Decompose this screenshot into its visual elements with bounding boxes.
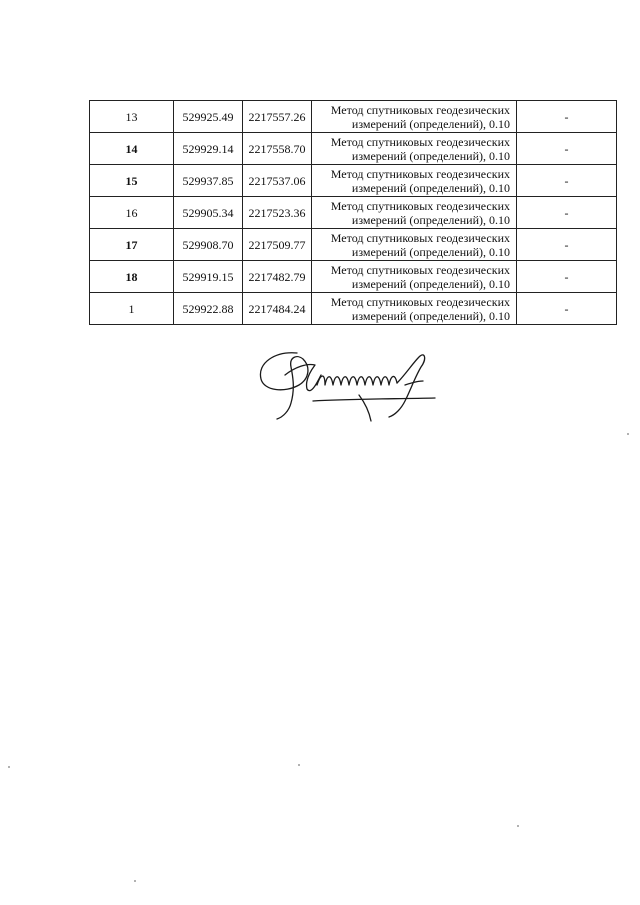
method-line-1: Метод спутниковых геодезических [330,198,510,213]
scan-speck [134,880,136,882]
method-cell [312,133,517,165]
method-line-1: Метод спутниковых геодезических [330,230,510,245]
method-line-2: измерений (определений), 0.10 [351,116,510,131]
extra-info-cell: - [517,165,617,197]
method-cell [312,293,517,325]
coordinate-y-cell: 2217482.79 [243,261,312,293]
method-line-1: Метод спутниковых геодезических [330,166,510,181]
point-number-cell: 18 [90,261,174,293]
scan-speck [627,433,629,435]
table-row [90,197,617,229]
method-line-2: измерений (определений), 0.10 [351,244,510,259]
coordinate-x-cell: 529919.15 [174,261,243,293]
table-row [90,133,617,165]
coordinate-y-cell: 2217537.06 [243,165,312,197]
method-line-1: Метод спутниковых геодезических [330,294,510,309]
table-row [90,293,617,325]
coordinate-x-cell: 529929.14 [174,133,243,165]
point-number-cell: 13 [90,101,174,133]
coordinate-y-cell: 2217509.77 [243,229,312,261]
extra-info-cell: - [517,229,617,261]
coordinate-x-cell: 529905.34 [174,197,243,229]
table-row [90,101,617,133]
point-number-cell: 1 [90,293,174,325]
table-row [90,165,617,197]
coordinates-table [89,100,617,325]
method-cell [312,101,517,133]
method-line-2: измерений (определений), 0.10 [351,212,510,227]
extra-info-cell: - [517,261,617,293]
method-line-2: измерений (определений), 0.10 [351,308,510,323]
extra-info-cell: - [517,293,617,325]
coordinate-x-cell: 529908.70 [174,229,243,261]
extra-info-cell: - [517,133,617,165]
point-number-cell: 14 [90,133,174,165]
coordinate-y-cell: 2217484.24 [243,293,312,325]
method-line-2: измерений (определений), 0.10 [351,276,510,291]
method-cell [312,197,517,229]
extra-info-cell: - [517,197,617,229]
extra-info-cell: - [517,101,617,133]
method-cell [312,165,517,197]
method-line-2: измерений (определений), 0.10 [351,148,510,163]
coordinate-y-cell: 2217523.36 [243,197,312,229]
scan-speck [298,764,300,766]
point-number-cell: 16 [90,197,174,229]
coordinate-y-cell: 2217558.70 [243,133,312,165]
coordinate-x-cell: 529937.85 [174,165,243,197]
coordinate-x-cell: 529925.49 [174,101,243,133]
table-row [90,229,617,261]
method-line-1: Метод спутниковых геодезических [330,102,510,117]
point-number-cell: 17 [90,229,174,261]
point-number-cell: 15 [90,165,174,197]
table-row [90,261,617,293]
scan-speck [517,825,519,827]
scan-speck [8,766,10,768]
coordinates-table-body [90,101,617,325]
method-line-1: Метод спутниковых геодезических [330,134,510,149]
method-line-1: Метод спутниковых геодезических [330,262,510,277]
method-cell [312,261,517,293]
signature-icon [255,345,445,430]
coordinate-y-cell: 2217557.26 [243,101,312,133]
coordinate-x-cell: 529922.88 [174,293,243,325]
method-cell [312,229,517,261]
method-line-2: измерений (определений), 0.10 [351,180,510,195]
